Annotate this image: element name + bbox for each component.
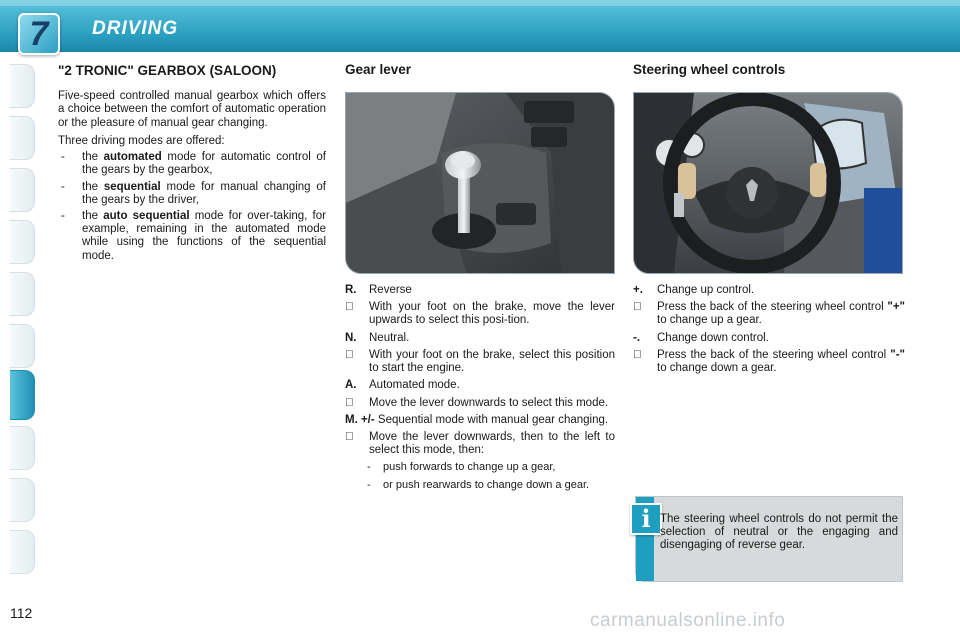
gear-r: R. Reverse xyxy=(345,284,412,296)
gear-m-step: Move the lever downwards, then to the left to select this mode, then: xyxy=(345,431,615,457)
steering-photo xyxy=(633,92,903,274)
gear-n: N. Neutral. xyxy=(345,331,410,344)
gear-n-step: With your foot on the brake, select this position to start the engine. xyxy=(345,349,615,375)
side-tab-1[interactable] xyxy=(10,64,35,108)
chapter-header xyxy=(0,0,960,52)
side-tab-10[interactable] xyxy=(10,530,35,574)
mode-item-automated: - the automated mode for automatic control of the gears by the gearbox, xyxy=(61,151,326,177)
side-tab-3[interactable] xyxy=(10,168,35,212)
control-plus-step: Press the back of the steering wheel control "+" to change up a gear. xyxy=(633,301,905,327)
control-minus-step: Press the back of the steering wheel control "-" to change down a gear. xyxy=(633,349,905,375)
chapter-number: 7 xyxy=(29,15,49,53)
gear-lever-instructions xyxy=(345,284,615,497)
gear-lever-title: Gear lever xyxy=(345,62,412,77)
gearbox-intro: Five-speed controlled manual gearbox which offers a choice between the comfort of automatic operation or the pleasure of manual gear changing. xyxy=(58,90,326,129)
info-note xyxy=(635,496,903,582)
gearbox-section xyxy=(58,62,326,266)
gear-r-step: With your foot on the brake, move the lever upwards to select this posi-tion. xyxy=(345,301,615,327)
side-tab-2[interactable] xyxy=(10,116,35,160)
hand-pointer-icon xyxy=(633,349,642,362)
hand-pointer-icon xyxy=(345,301,354,314)
gearbox-title: "2 TRONIC" GEARBOX (SALOON) xyxy=(58,63,277,78)
side-tab-4[interactable] xyxy=(10,220,35,264)
sub-item-down: - or push rearwards to change down a gear. xyxy=(367,479,590,492)
chapter-title: DRIVING xyxy=(92,18,179,39)
side-tab-7-active[interactable] xyxy=(10,370,35,420)
info-icon: i xyxy=(630,503,662,535)
header-highlight xyxy=(0,0,960,6)
gearbox-body xyxy=(58,90,326,263)
gear-m: M. +/- Sequential mode with manual gear changing. xyxy=(345,413,609,426)
gear-lever-illustration xyxy=(346,93,614,273)
mode-item-auto-sequential: - the auto sequential mode for over-taking, for example, remaining in the automated mode while using the functions of the sequential mode. xyxy=(61,209,326,262)
side-tab-5[interactable] xyxy=(10,272,35,316)
control-plus: +. Change up control. xyxy=(633,284,755,296)
gear-a-step: Move the lever downwards to select this mode. xyxy=(345,397,615,410)
mode-item-sequential: - the sequential mode for manual changing of the gears by the driver, xyxy=(61,180,326,206)
side-tab-9[interactable] xyxy=(10,478,35,522)
hand-pointer-icon xyxy=(345,349,354,362)
steering-title: Steering wheel controls xyxy=(633,62,786,77)
steering-wheel-illustration xyxy=(634,93,902,273)
control-minus: -. Change down control. xyxy=(633,331,769,344)
sub-item-up: - push forwards to change up a gear, xyxy=(367,461,556,474)
gear-a: A. Automated mode. xyxy=(345,379,460,392)
page-number: 112 xyxy=(10,605,33,621)
side-tab-8[interactable] xyxy=(10,426,35,470)
chapter-number-badge xyxy=(18,13,60,55)
hand-pointer-icon xyxy=(633,301,642,314)
side-tab-6[interactable] xyxy=(10,324,35,368)
hand-pointer-icon xyxy=(345,397,354,410)
hand-pointer-icon xyxy=(345,431,354,444)
info-text: The steering wheel controls do not permit the selection of neutral or the engaging and disengaging of reverse gear. xyxy=(660,513,898,552)
modes-intro: Three driving modes are offered: xyxy=(58,134,225,147)
watermark: carmanualsonline.info xyxy=(590,610,786,631)
steering-instructions xyxy=(633,284,905,379)
gear-lever-photo xyxy=(345,92,615,274)
